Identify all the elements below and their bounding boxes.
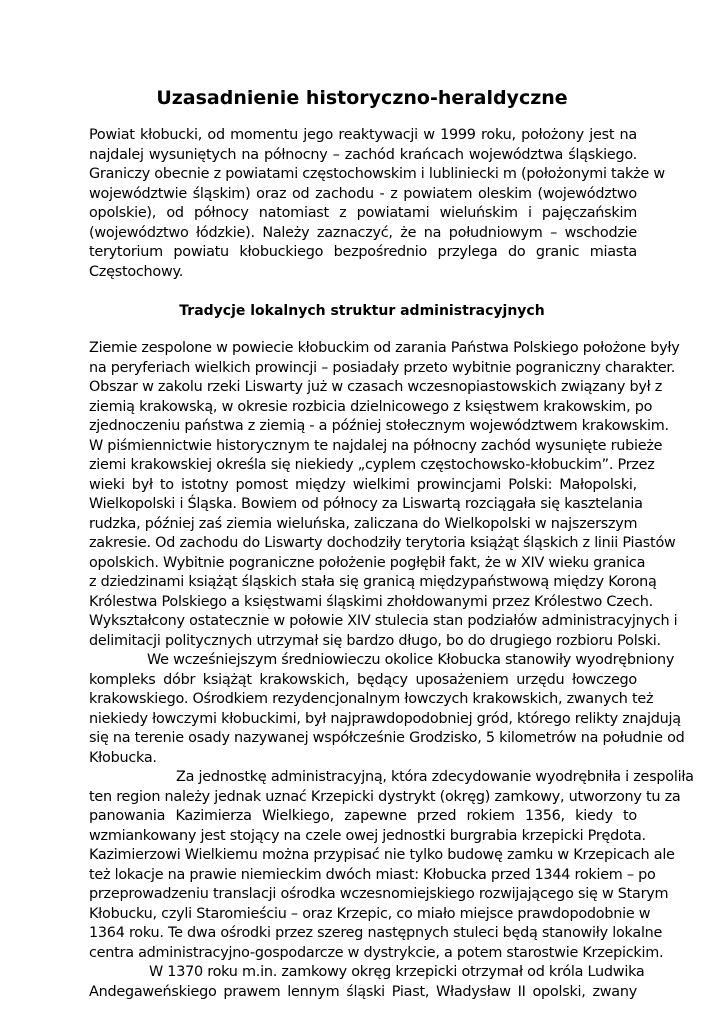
text-line: (województwo łódzkie). Należy zaznaczyć, że na południowym – wschodzie (89, 224, 637, 241)
text-line: się na terenie osady nazywanej współcześnie Grodzisko, 5 kilometrów na południe od (89, 730, 685, 746)
text-line: 1364 roku. Te dwa ośrodki przez szereg następnych stuleci będą stanowiły lokalne (89, 925, 663, 941)
text-line: zakresie. Od zachodu do Liswarty dochodziły terytoria książąt śląskich z linii Piastów (89, 535, 676, 551)
text-line: województwie śląskim) oraz od zachodu - z powiatem oleskim (województwo (89, 185, 637, 202)
text-line: z dziedzinami książąt śląskich stała się granicą międzypaństwową między Koroną (89, 574, 657, 590)
text-line: Powiat kłobucki, od momentu jego reaktywacji w 1999 roku, położony jest na (89, 127, 637, 143)
text-line: W 1370 roku m.in. zamkowy okręg krzepicki otrzymał od króla Ludwika (149, 964, 645, 980)
text-line: Wielkopolski i Śląska. Bowiem od północy za Liswartą rozciągała się kasztelania (89, 496, 643, 512)
text-line: zjednoczeniu państwa z ziemią - a później stołecznym województwem krakowskim. (89, 418, 669, 434)
text-line: terytorium powiatu kłobuckiego bezpośrednio przylega do granic miasta (89, 244, 637, 260)
text-line: Obszar w zakolu rzeki Liswarty już w czasach wczesnopiastowskich związany był z (89, 379, 663, 395)
text-line: Za jednostkę administracyjną, która zdecydowanie wyodrębniła i zespoliła (176, 769, 694, 785)
text-line: opolskie), od północy natomiast z powiatami wieluńskim i pajęczańskim (89, 205, 637, 221)
text-line: Wykształcony ostatecznie w połowie XIV stulecia stan podziałów administracyjnych i (89, 613, 678, 629)
text-line: ten region należy jednak uznać Krzepicki dystrykt (okręg) zamkowy, utworzony tu za (89, 788, 681, 805)
text-line: We wcześniejszym średniowieczu okolice Kłobucka stanowiły wyodrębniony (147, 652, 675, 668)
text-line: krakowskiego. Ośrodkiem rezydencjonalnym łowczych krakowskich, zwanych też (89, 691, 654, 707)
text-line: Kłobucka. (89, 749, 157, 766)
text-line: W piśmiennictwie historycznym te najdalej na północny zachód wysunięte rubieże (89, 437, 663, 454)
document-title: Uzasadnienie historyczno-heraldyczne (156, 87, 568, 109)
text-line: delimitacji politycznych utrzymał się bardzo długo, bo do drugiego rozbioru Polski. (89, 632, 661, 649)
intro-paragraph (89, 126, 665, 282)
text-line: ziemią krakowską, w okresie rozbicia dzielnicowego z księstwem krakowskim, po (89, 398, 653, 415)
text-line: Częstochowy. (89, 263, 184, 280)
text-line: panowania Kazimierza Wielkiego, zapewne przed rokiem 1356, kiedy to (89, 808, 637, 824)
text-line: Ziemie zespolone w powiecie kłobuckim od zarania Państwa Polskiego położone były (89, 340, 680, 356)
text-line: też lokacje na prawie niemieckim dwóch miast: Kłobucka przed 1344 rokiem – po (89, 866, 656, 883)
text-line: na peryferiach wielkich prowincji – posiadały przeto wybitnie pograniczny charakter. (89, 359, 676, 376)
text-line: Królestwa Polskiego a księstwami śląskimi zhołdowanymi przez Królestwo Czech. (89, 593, 653, 610)
text-line: wzmiankowany jest stojący na czele owej jednostki burgrabia krzepicki Prędota. (89, 827, 646, 844)
text-line: Kłobucku, czyli Staromieściu – oraz Krzepic, co miało miejsce prawdopodobnie w (89, 905, 651, 922)
text-line: niekiedy łowczymi kłobuckimi, był najprawdopodobniej gród, którego relikty znajdują (89, 710, 681, 727)
text-line: Graniczy obecnie z powiatami częstochowskim i lubliniecki m (położonymi także w (89, 166, 665, 182)
text-line: opolskich. Wybitnie pograniczne położenie pogłębił fakt, że w XIV wieku granica (89, 554, 646, 571)
text-line: Andegaweńskiego prawem lennym śląski Piast, Władysław II opolski, zwany (89, 983, 637, 1000)
body-paragraph-1 (89, 339, 694, 1002)
text-line: przeprowadzeniu translacji ośrodka wczesnomiejskiego rozwijającego się w Starym (89, 886, 669, 902)
section-heading: Tradycje lokalnych struktur administracyjnych (179, 303, 545, 319)
text-line: wieki był to istotny pomost między wielkimi prowincjami Polski: Małopolski, (89, 476, 637, 493)
text-line: ziemi krakowskiej określa się niekiedy „cyplem częstochowsko-kłobuckim”. Przez (89, 457, 655, 473)
text-line: Kazimierzowi Wielkiemu można przypisać nie tylko budowę zamku w Krzepicach ale (89, 847, 675, 863)
text-line: kompleks dóbr książąt krakowskich, będący uposażeniem urzędu łowczego (89, 671, 637, 688)
text-line: rudzka, później zaś ziemia wieluńska, zaliczana do Wielkopolski w najszerszym (89, 515, 638, 532)
text-line: najdalej wysuniętych na północny – zachód krańcach województwa śląskiego. (89, 146, 637, 163)
text-line: centra administracyjno-gospodarcze w dystrykcie, a potem starostwie Krzepickim. (89, 944, 664, 961)
